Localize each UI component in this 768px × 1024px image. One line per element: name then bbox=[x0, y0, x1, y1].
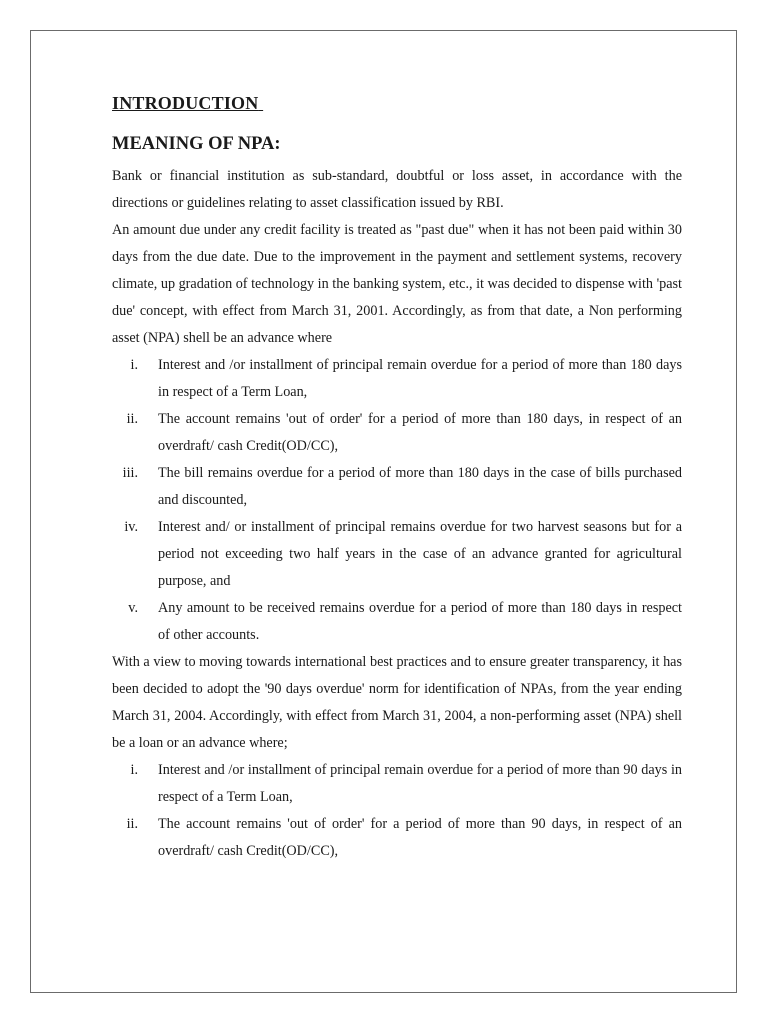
list-item-text: The bill remains overdue for a period of more than 180 days in the case of bills purchased and discounted, bbox=[158, 465, 682, 508]
section-heading-text: MEANING OF NPA bbox=[112, 134, 275, 154]
list-item-text: Interest and /or installment of principal remain overdue for a period of more than 180 days in respect of a Term Loan, bbox=[158, 357, 682, 400]
list-item-text: The account remains 'out of order' for a period of more than 180 days, in respect of an overdraft/ cash Credit(OD/CC), bbox=[158, 411, 682, 454]
paragraph-definition: Bank or financial institution as sub-standard, doubtful or loss asset, in accordance with the directions or guidelines relating to asset classification issued by RBI. bbox=[112, 168, 682, 211]
npa-criteria-list-180 bbox=[112, 352, 682, 649]
list-item-text: Interest and/ or installment of principal remains overdue for two harvest seasons but for a period not exceeding two half years in the case of an advance granted for agricultural purpose, and bbox=[158, 519, 682, 589]
list-item bbox=[112, 406, 682, 460]
page-title bbox=[112, 92, 682, 114]
list-item-number: v. bbox=[128, 600, 138, 616]
document-body bbox=[112, 92, 682, 865]
paragraph-past-due: An amount due under any credit facility is treated as "past due" when it has not been paid within 30 days from the due date. Due to the improvement in the payment and settlement systems, recovery climate, up gradation of technology in the banking system, etc., it was decided to dispense with 'past due' concept, with effect from March 31, 2001. Accordingly, as from that date, a Non performing asset (NPA) shell be an advance where bbox=[112, 222, 682, 346]
list-item bbox=[112, 757, 682, 811]
section-heading-colon: : bbox=[274, 134, 281, 154]
list-item-number: i. bbox=[130, 357, 138, 373]
paragraph-90-days-norm: With a view to moving towards international best practices and to ensure greater transparency, it has been decided to adopt the '90 days overdue' norm for identification of NPAs, from the year ending March 31, 2004. Accordingly, with effect from March 31, 2004, a non-performing asset (NPA) shell be a loan or an advance where; bbox=[112, 654, 682, 751]
list-item bbox=[112, 595, 682, 649]
list-item-text: Any amount to be received remains overdue for a period of more than 180 days in respect of other accounts. bbox=[158, 600, 682, 643]
npa-criteria-list-90 bbox=[112, 757, 682, 865]
list-item-number: ii. bbox=[126, 411, 138, 427]
list-item-text: The account remains 'out of order' for a period of more than 90 days, in respect of an overdraft/ cash Credit(OD/CC), bbox=[158, 816, 682, 859]
section-heading bbox=[112, 132, 682, 156]
list-item bbox=[112, 514, 682, 595]
list-item-number: iii. bbox=[122, 465, 138, 481]
list-item-number: ii. bbox=[126, 816, 138, 832]
list-item bbox=[112, 352, 682, 406]
list-item-number: iv. bbox=[124, 519, 138, 535]
list-item-text: Interest and /or installment of principal remain overdue for a period of more than 90 days in respect of a Term Loan, bbox=[158, 762, 682, 805]
page-title-text: INTRODUCTION bbox=[112, 93, 259, 113]
list-item bbox=[112, 811, 682, 865]
list-item bbox=[112, 460, 682, 514]
list-item-number: i. bbox=[130, 762, 138, 778]
